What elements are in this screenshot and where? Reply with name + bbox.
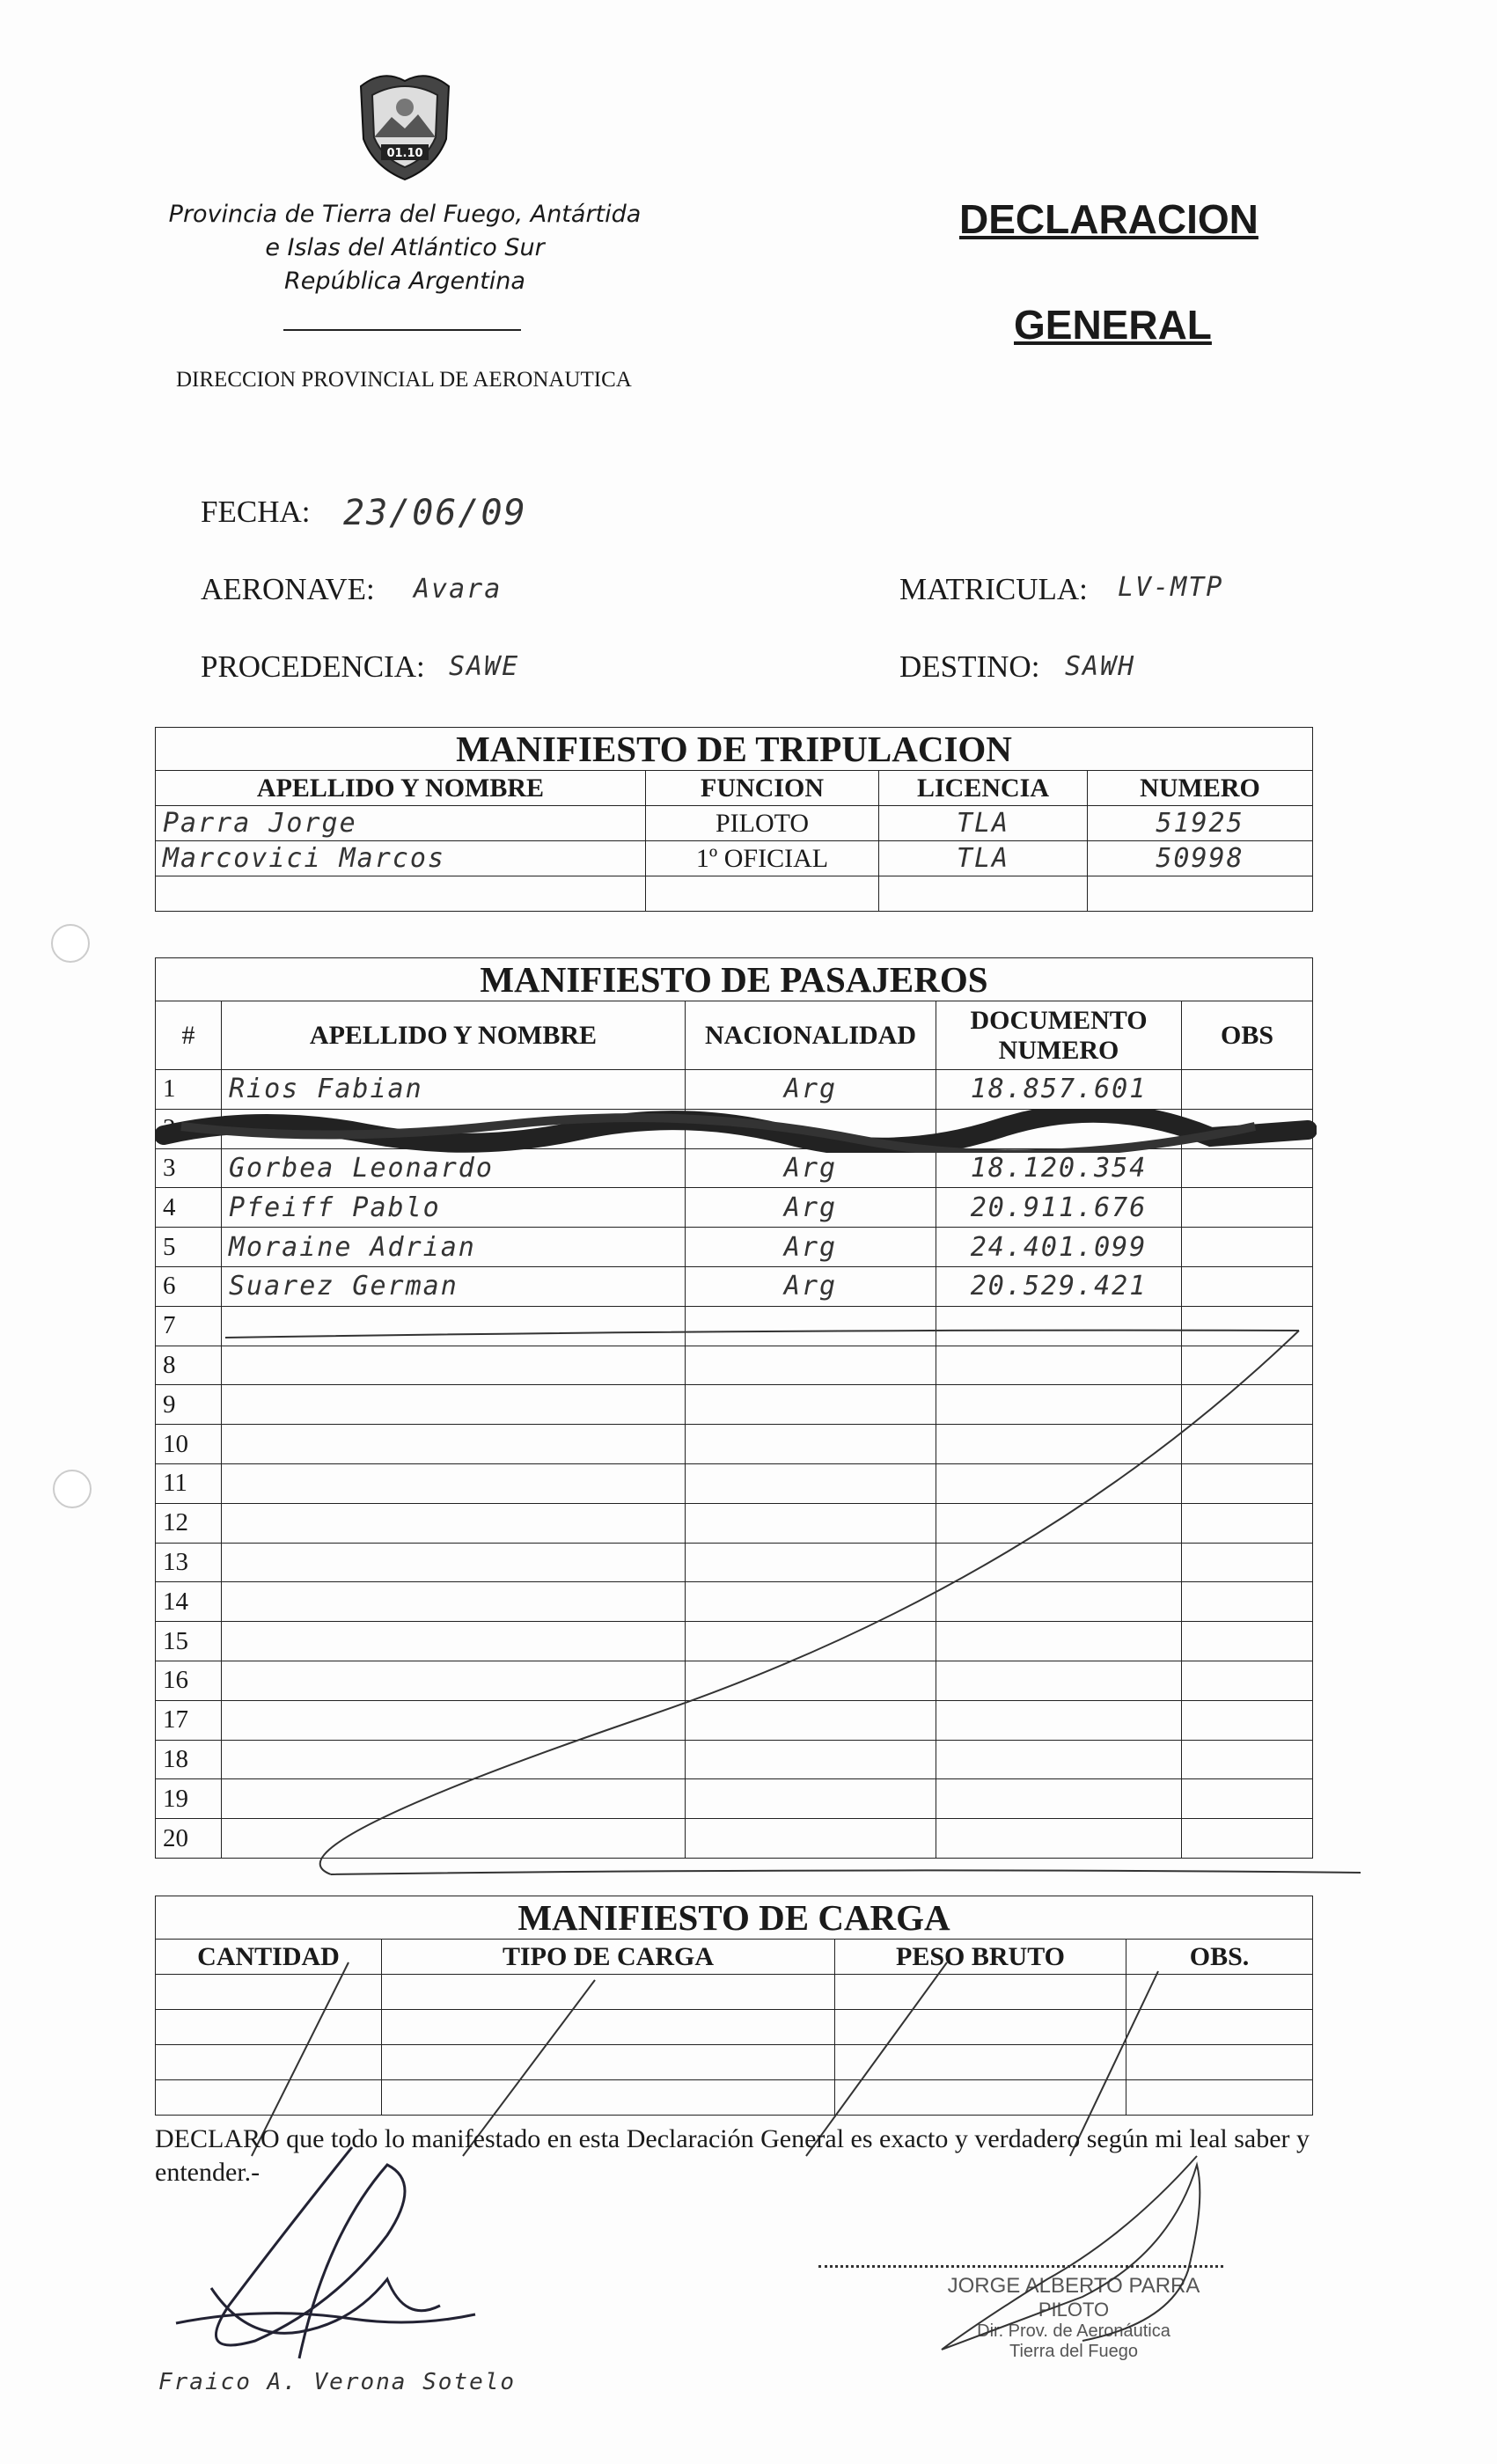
passenger-cell-obs xyxy=(1182,1188,1313,1228)
passenger-cell-index: 20 xyxy=(156,1819,222,1859)
passenger-cell-obs xyxy=(1182,1148,1313,1188)
passenger-cell-name: Moraine Adrian xyxy=(222,1228,686,1267)
crew-cell-number xyxy=(1088,876,1313,912)
crossed-out-row-scribble xyxy=(155,1109,1317,1153)
crew-header-license: LICENCIA xyxy=(879,771,1088,806)
passenger-cell-obs xyxy=(1182,1228,1313,1267)
passenger-cell-index: 17 xyxy=(156,1700,222,1740)
passenger-header-document: DOCUMENTO NUMERO xyxy=(936,1001,1182,1070)
cargo-header-quantity: CANTIDAD xyxy=(156,1940,382,1975)
passenger-row xyxy=(156,1266,1313,1306)
passenger-cell-name: Suarez German xyxy=(222,1266,686,1306)
destino-value: SAWH xyxy=(1065,651,1136,682)
passenger-cell-nationality: Arg xyxy=(686,1188,936,1228)
passenger-cell-document: 24.401.099 xyxy=(936,1228,1182,1267)
passenger-header-index: # xyxy=(156,1001,222,1070)
crew-row xyxy=(156,876,1313,912)
stamp-location: Tierra del Fuego xyxy=(1009,2342,1138,2361)
declaration-text: DECLARO que todo lo manifestado en esta Declaración General es exacto y verdadero según mi leal saber y entender.- xyxy=(155,2124,1310,2187)
passenger-cell-index: 13 xyxy=(156,1543,222,1582)
matricula-label: MATRICULA: xyxy=(899,572,1088,606)
crew-manifest-table xyxy=(155,727,1313,912)
cargo-table-title: MANIFIESTO DE CARGA xyxy=(156,1896,1313,1940)
crew-cell-function xyxy=(646,876,879,912)
passenger-header-name: APELLIDO Y NOMBRE xyxy=(222,1001,686,1070)
stamp-department: Dir. Prov. de Aeronáutica xyxy=(977,2321,1170,2341)
passenger-table-title: MANIFIESTO DE PASAJEROS xyxy=(156,958,1313,1001)
passenger-cell-index: 7 xyxy=(156,1306,222,1346)
binder-hole-bottom xyxy=(53,1470,92,1508)
crew-cell-function: PILOTO xyxy=(646,806,879,841)
crew-header-number: NUMERO xyxy=(1088,771,1313,806)
crew-row xyxy=(156,841,1313,876)
cargo-header-weight: PESO BRUTO xyxy=(835,1940,1126,1975)
crew-cell-number: 50998 xyxy=(1088,841,1313,876)
procedencia-label: PROCEDENCIA: xyxy=(201,649,425,684)
procedencia-value: SAWE xyxy=(449,651,520,682)
passenger-cell-index: 12 xyxy=(156,1503,222,1543)
binder-hole-top xyxy=(51,924,90,963)
passenger-cell-index: 5 xyxy=(156,1228,222,1267)
province-crest-logo xyxy=(348,69,462,183)
crew-header-function: FUNCION xyxy=(646,771,879,806)
passenger-cell-nationality: Arg xyxy=(686,1148,936,1188)
passenger-cell-name: Gorbea Leonardo xyxy=(222,1148,686,1188)
document-title-line-1: DECLARACION xyxy=(959,196,1259,242)
passenger-cell-index: 19 xyxy=(156,1779,222,1819)
passenger-header-nationality: NACIONALIDAD xyxy=(686,1001,936,1070)
passenger-cell-nationality: Arg xyxy=(686,1228,936,1267)
passenger-cell-obs xyxy=(1182,1266,1313,1306)
passenger-cell-name: Rios Fabian xyxy=(222,1070,686,1110)
province-line-1: Provincia de Tierra del Fuego, Antártida xyxy=(168,201,642,228)
passenger-cell-index: 4 xyxy=(156,1188,222,1228)
passenger-cell-index: 9 xyxy=(156,1385,222,1425)
province-line-3: República Argentina xyxy=(284,268,525,295)
crew-cell-license xyxy=(879,876,1088,912)
fecha-value: 23/06/09 xyxy=(343,493,527,533)
pilot-signature-scribble xyxy=(906,2147,1241,2358)
crew-cell-name: Marcovici Marcos xyxy=(156,841,646,876)
stamp-name: JORGE ALBERTO PARRA xyxy=(947,2274,1200,2298)
passenger-cell-index: 15 xyxy=(156,1622,222,1661)
crew-table-title: MANIFIESTO DE TRIPULACION xyxy=(156,728,1313,771)
passenger-cell-obs xyxy=(1182,1070,1313,1110)
passenger-row xyxy=(156,1148,1313,1188)
passenger-header-obs: OBS xyxy=(1182,1001,1313,1070)
aeronave-label: AERONAVE: xyxy=(201,572,375,606)
passenger-cell-index: 1 xyxy=(156,1070,222,1110)
crew-cell-number: 51925 xyxy=(1088,806,1313,841)
passenger-cell-document: 18.120.354 xyxy=(936,1148,1182,1188)
destino-label: DESTINO: xyxy=(899,649,1040,684)
province-line-2: e Islas del Atlántico Sur xyxy=(265,234,545,261)
passenger-cell-index: 8 xyxy=(156,1346,222,1385)
declarant-printed-name: Fraico A. Verona Sotelo xyxy=(158,2369,517,2395)
passenger-cell-index: 11 xyxy=(156,1463,222,1503)
cargo-header-type: TIPO DE CARGA xyxy=(382,1940,835,1975)
passenger-row xyxy=(156,1070,1313,1110)
passenger-cell-index: 18 xyxy=(156,1740,222,1779)
passenger-cell-index: 16 xyxy=(156,1661,222,1700)
document-title-line-2: GENERAL xyxy=(1014,302,1212,348)
fecha-label: FECHA: xyxy=(201,495,311,529)
passenger-cell-document: 20.911.676 xyxy=(936,1188,1182,1228)
province-divider xyxy=(283,329,521,331)
passenger-cell-index: 2 xyxy=(156,1109,222,1148)
stamp-title: PILOTO xyxy=(1038,2299,1110,2321)
crew-cell-license: TLA xyxy=(879,841,1088,876)
passenger-cell-nationality: Arg xyxy=(686,1070,936,1110)
passenger-cell-index: 14 xyxy=(156,1582,222,1622)
passenger-cell-name: Pfeiff Pablo xyxy=(222,1188,686,1228)
passenger-cell-index: 6 xyxy=(156,1266,222,1306)
passenger-row xyxy=(156,1188,1313,1228)
crew-header-name: APELLIDO Y NOMBRE xyxy=(156,771,646,806)
aeronave-value: Avara xyxy=(414,574,503,605)
department-name: DIRECCION PROVINCIAL DE AERONAUTICA xyxy=(176,368,632,392)
passenger-cell-document: 20.529.421 xyxy=(936,1266,1182,1306)
passenger-cancel-strike xyxy=(155,1320,1369,1883)
crew-cell-function: 1º OFICIAL xyxy=(646,841,879,876)
crew-cell-license: TLA xyxy=(879,806,1088,841)
passenger-cell-index: 10 xyxy=(156,1425,222,1464)
crest-date-text: 01.10 xyxy=(386,147,423,160)
crew-row xyxy=(156,806,1313,841)
crew-cell-name xyxy=(156,876,646,912)
passenger-cell-index: 3 xyxy=(156,1148,222,1188)
passenger-cell-nationality: Arg xyxy=(686,1266,936,1306)
passenger-cell-document: 18.857.601 xyxy=(936,1070,1182,1110)
matricula-value: LV-MTP xyxy=(1118,572,1224,603)
cargo-header-obs: OBS. xyxy=(1126,1940,1313,1975)
passenger-row xyxy=(156,1228,1313,1267)
crew-cell-name: Parra Jorge xyxy=(156,806,646,841)
